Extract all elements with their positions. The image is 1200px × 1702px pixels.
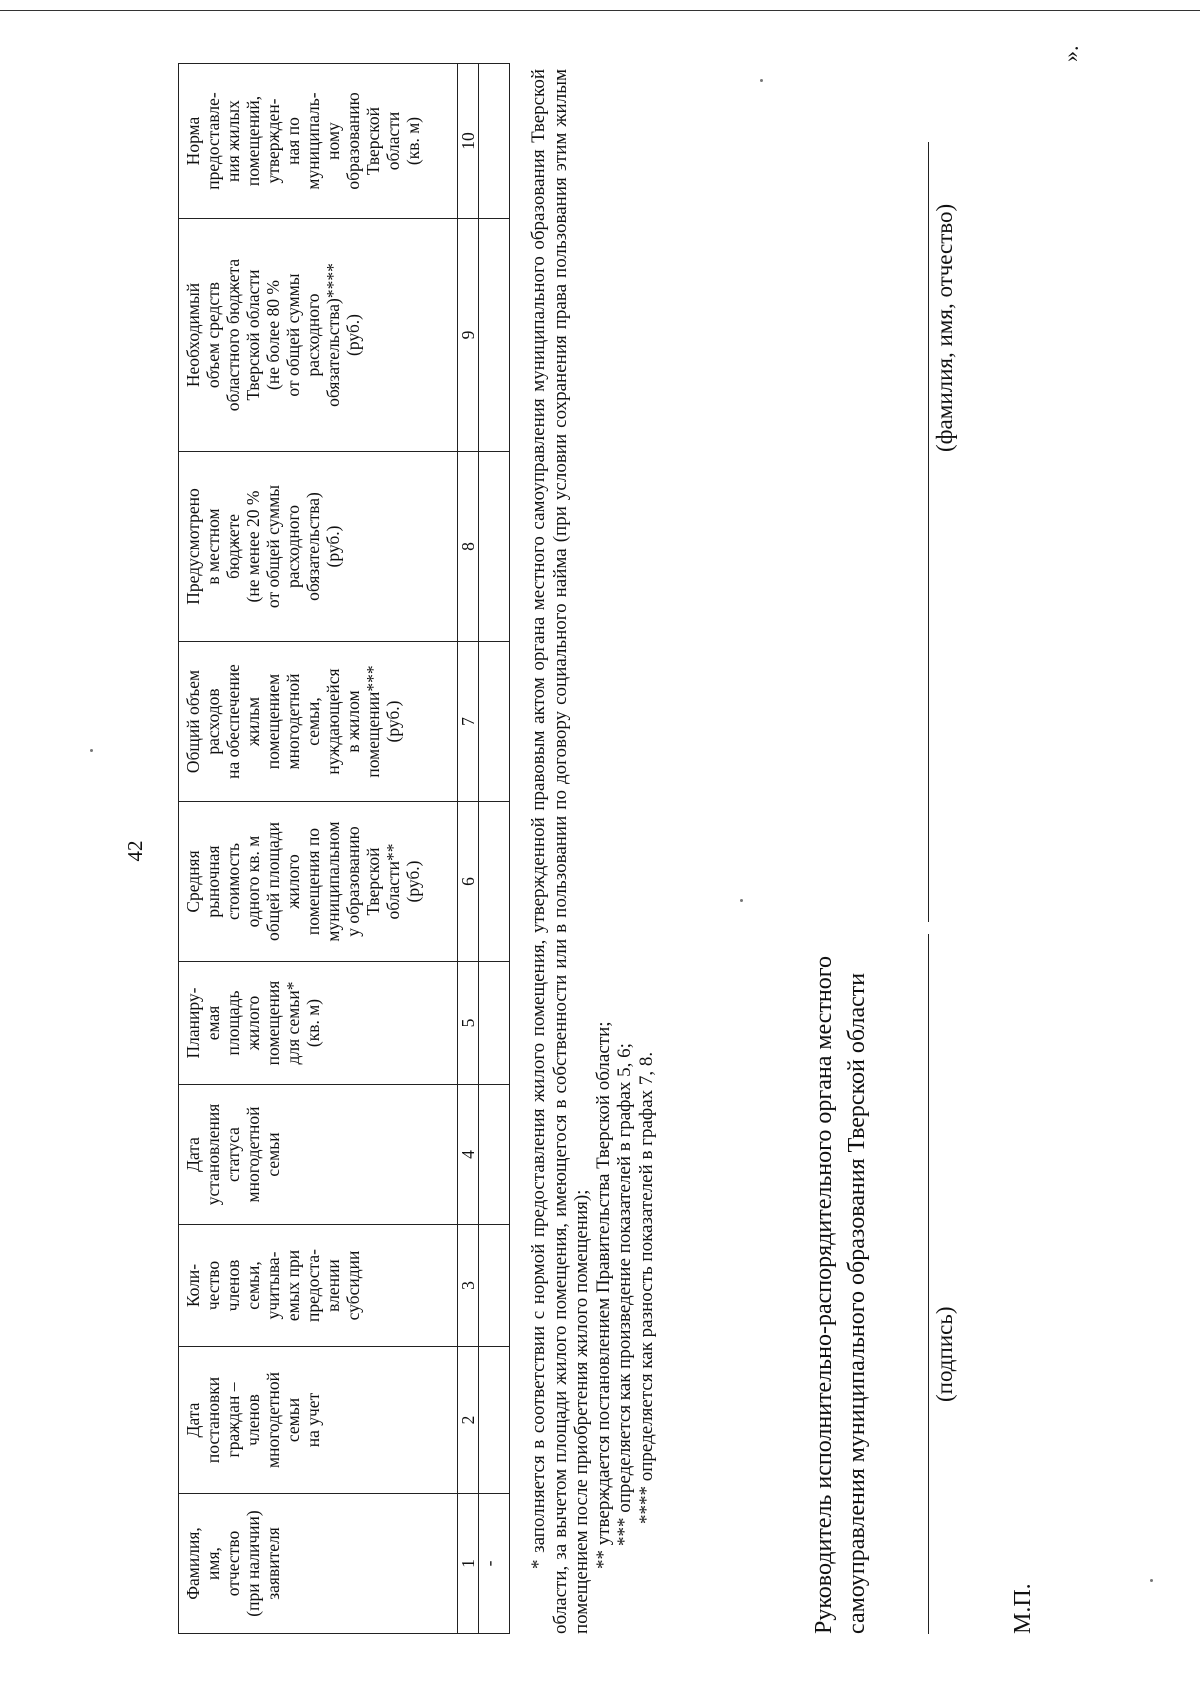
- header-family-members-count: Коли- чество членов семьи, учитыва- емых при предоста- влении субсидии: [179, 1225, 458, 1347]
- table-cell: [479, 802, 510, 962]
- column-number: 7: [458, 642, 479, 802]
- head-title-line-1: Руководитель исполнительно-распорядительного органа местного: [811, 955, 837, 1634]
- header-status-date: Дата установления статуса многодетной семьи: [179, 1085, 458, 1225]
- footnote-2: ** утверждается постановлением Правительства Тверской области;: [592, 1021, 614, 1569]
- stamp-label: М.П.: [1010, 1583, 1036, 1634]
- closing-quote: ».: [1058, 45, 1083, 62]
- name-caption: (фамилия, имя, отчество): [932, 203, 957, 452]
- header-applicant-name: Фамилия, имя, отчество (при наличии) заявителя: [179, 1494, 458, 1634]
- column-number: 10: [458, 64, 479, 219]
- header-housing-norm: Норма предоставле- ния жилых помещений, утвержден- ная по муниципаль- ному образованию Тверской области (кв. м): [179, 64, 458, 219]
- column-number: 9: [458, 219, 479, 452]
- column-number: 8: [458, 452, 479, 642]
- footnote-4: **** определяется как разность показателей в графах 7, 8.: [635, 1051, 657, 1524]
- header-registration-date: Дата постановки граждан – членов многодетной семьи на учет: [179, 1347, 458, 1494]
- page-number: 42: [123, 840, 147, 862]
- column-number: 5: [458, 962, 479, 1085]
- head-of-authority-title: [808, 534, 874, 1634]
- table-cell: [479, 1347, 510, 1494]
- table-cell: -: [479, 1494, 510, 1634]
- scan-speck: [1150, 1579, 1153, 1582]
- subsidy-calculation-table: [178, 63, 510, 1634]
- table-cell: [479, 1225, 510, 1347]
- table-cell: [479, 452, 510, 642]
- table-cell: [479, 1085, 510, 1225]
- table-header-row: [179, 64, 458, 1634]
- table-cell: [479, 219, 510, 452]
- header-average-market-price: Средняя рыночная стоимость одного кв. м общей площади жилого помещения по муниципальном у образованию Тверской области** (руб.): [179, 802, 458, 962]
- column-number: 2: [458, 1347, 479, 1494]
- column-number: 1: [458, 1494, 479, 1634]
- header-local-budget: Предусмотрено в местном бюджете (не менее 20 % от общей суммы расходного обязательства) (руб.): [179, 452, 458, 642]
- header-total-expenses: Общий объем расходов на обеспечение жильм помещением многодетной семьи, нуждающейся в жилом помещении*** (руб.): [179, 642, 458, 802]
- column-number: 6: [458, 802, 479, 962]
- table-cell: [479, 64, 510, 219]
- scan-speck: [90, 749, 93, 752]
- footnotes-block: [528, 69, 657, 1634]
- table-cell: [479, 642, 510, 802]
- scan-speck: [740, 899, 743, 902]
- column-number: 4: [458, 1085, 479, 1225]
- header-planned-area: Планиру- емая площадь жилого помещения для семьи* (кв. м): [179, 962, 458, 1085]
- footnote-1: * заполняется в соответствии с нормой предоставления жилого помещения, утвержденной правовым актом органа местного самоуправления муниципального образования Тверской области, за вычетом площади жилого помещения, имеющегося в собственности или в пользовании по договору социального найма (при условии сохранения права пользования этим жилым помещением после приобретения жилого помещения);: [528, 69, 592, 1634]
- head-title-line-2: самоуправления муниципального образования Тверской области: [844, 972, 870, 1634]
- header-regional-budget: Необходимый объем средств областного бюджета Тверской области (не более 80 % от общей суммы расходного обязательства)**** (руб.): [179, 219, 458, 452]
- name-line: [928, 142, 929, 922]
- column-number: 3: [458, 1225, 479, 1347]
- table-cell: [479, 962, 510, 1085]
- scan-speck: [760, 79, 763, 82]
- signature-line: [928, 934, 929, 1634]
- footnote-3: *** определяется как произведение показателей в графах 5, 6;: [614, 1043, 635, 1546]
- table-column-numbers-row: [458, 64, 479, 1634]
- signature-caption: (подпись): [932, 1306, 957, 1402]
- table-empty-row: [479, 64, 510, 1634]
